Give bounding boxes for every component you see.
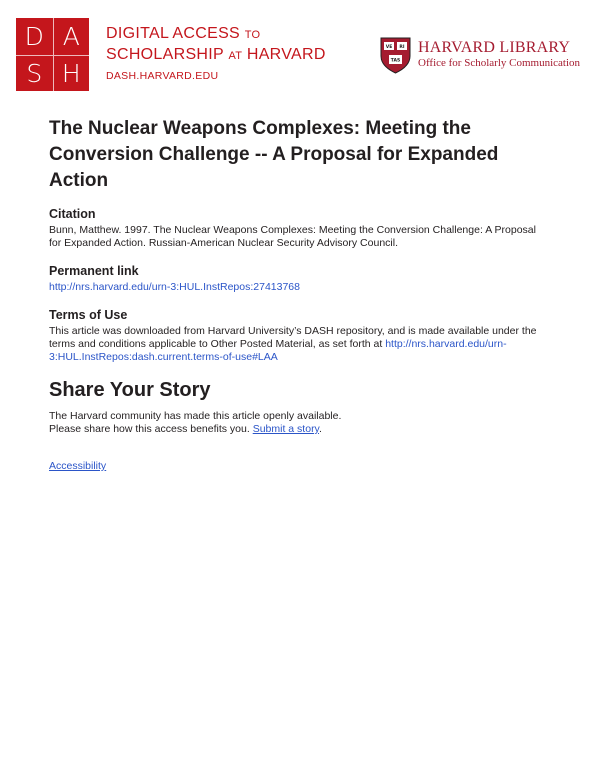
dash-wordmark-line1 — [106, 24, 326, 45]
document-content — [49, 116, 549, 473]
harvard-library-name: HARVARD LIBRARY — [418, 39, 571, 56]
citation-section — [49, 207, 549, 250]
share-line2 — [49, 423, 549, 436]
citation-label: Citation — [49, 207, 96, 221]
terms-section — [49, 308, 549, 364]
terms-paragraph — [49, 325, 549, 364]
harvard-shield-icon — [380, 37, 411, 74]
dash-wordmark[interactable] — [106, 24, 326, 82]
dash-line2-main: SCHOLARSHIP — [106, 46, 224, 63]
dash-line2-end: HARVARD — [246, 46, 326, 63]
share-title: Share Your Story — [49, 379, 211, 401]
dash-logo-letter-s: S — [16, 55, 53, 92]
share-line2-suffix: . — [319, 423, 322, 435]
accessibility-section — [49, 460, 549, 473]
dash-logo-letter-a: A — [53, 18, 90, 55]
permanent-link-label: Permanent link — [49, 264, 139, 278]
submit-story-link[interactable]: Submit a story — [252, 423, 320, 435]
dash-wordmark-line2 — [106, 45, 326, 66]
harvard-library-wordmark[interactable] — [418, 39, 580, 70]
dash-logo-letter-d: D — [24, 21, 44, 51]
dash-line1-main: DIGITAL ACCESS — [106, 25, 241, 42]
share-line1: The Harvard community has made this article openly available. — [49, 410, 342, 422]
dash-url[interactable]: DASH.HARVARD.EDU — [106, 70, 219, 82]
terms-link[interactable]: http://nrs.harvard.edu/urn-3:HUL.InstRepos:dash.current.terms-of-use#LAA — [49, 338, 507, 363]
accessibility-link[interactable]: Accessibility — [49, 460, 107, 472]
dash-logo-letter-h: H — [53, 55, 90, 92]
dash-logo[interactable] — [16, 18, 89, 91]
dash-line1-small: TO — [244, 29, 261, 41]
harvard-library-sub: Office for Scholarly Communication — [418, 57, 581, 69]
permanent-link[interactable]: http://nrs.harvard.edu/urn-3:HUL.InstRepos:27413768 — [49, 281, 300, 293]
share-line2-prefix: Please share how this access benefits you. — [49, 423, 250, 435]
terms-text: This article was downloaded from Harvard University’s DASH repository, and is made available under the terms and conditions applicable to Other Posted Material, as set forth at — [49, 325, 537, 350]
permanent-link-section — [49, 264, 549, 294]
dash-line2-small: AT — [228, 50, 243, 62]
shield-letters-ri: RI — [399, 45, 405, 50]
citation-text: Bunn, Matthew. 1997. The Nuclear Weapons Complexes: Meeting the Conversion Challenge: A Proposal for Expanded Action. Russian-American Nuclear Security Advisory Council. — [49, 224, 536, 249]
page-header — [0, 0, 600, 100]
page-title: The Nuclear Weapons Complexes: Meeting the Conversion Challenge -- A Proposal for Expanded Action — [49, 118, 499, 191]
shield-letters-tas: TAS — [390, 58, 401, 64]
shield-letters-ve: VE — [385, 45, 393, 50]
terms-label: Terms of Use — [49, 308, 128, 322]
